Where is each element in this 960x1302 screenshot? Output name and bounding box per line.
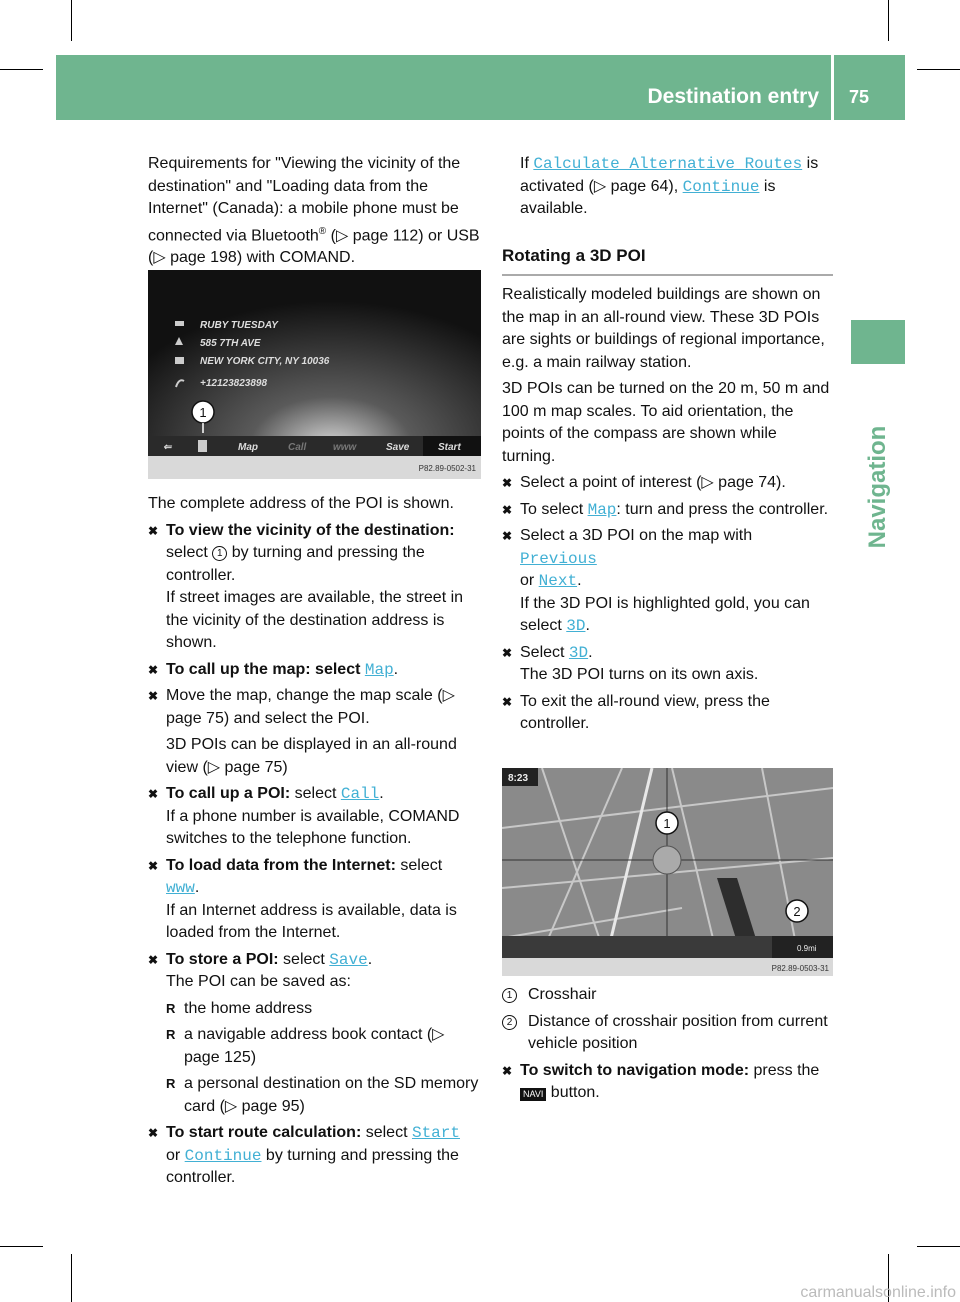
kw-call: Call	[340, 785, 380, 803]
step-view-vicinity: ✖ To view the vicinity of the destination: select 1 by turning and pressing the controller. If street images are available, the street in the vicinity of the destination address is shown.	[148, 520, 483, 655]
complete-address-text: The complete address of the POI is shown.	[148, 495, 454, 512]
legend-item-2: 2 Distance of crosshair position from current vehicle position	[502, 1011, 833, 1056]
left-column-steps	[148, 493, 483, 1194]
kw-continue: Continue	[682, 177, 760, 196]
kw-previous: Previous	[520, 549, 597, 568]
side-tab-label: Navigation	[864, 425, 891, 549]
info-icon	[198, 440, 207, 452]
step-load-internet: ✖ To load data from the Internet: select www. If an Internet address is available, data is loaded from the Internet.	[148, 855, 483, 945]
kw-start: Start	[411, 1124, 460, 1142]
car-icon	[175, 321, 184, 326]
step-select-3d-poi: ✖ Select a 3D POI on the map with Previous or Next. If the 3D POI is highlighted gold, you can select 3D.	[502, 525, 833, 638]
kw-www: www	[166, 879, 195, 897]
step-exit-view: ✖ To exit the all-round view, press the controller.	[502, 691, 833, 736]
right-column	[502, 153, 833, 806]
crop-mark	[0, 1246, 43, 1247]
step-navigation-mode: ✖ To switch to navigation mode: press the NAVI button.	[502, 1060, 833, 1105]
poi-screenshot	[148, 270, 481, 479]
step-start-route: ✖ To start route calculation: select Start or Continue by turning and pressing the controller.	[148, 1122, 483, 1190]
crop-mark	[888, 0, 889, 41]
svg-text:1: 1	[199, 405, 207, 420]
kw-next: Next	[538, 572, 578, 590]
watermark: carmanualsonline.info	[800, 1284, 956, 1301]
rotating-paragraph-1: Realistically modeled buildings are shown on the map in an all-round view. These 3D POIs are sights or buildings of regional importance, e.g. a main railway station.	[502, 286, 825, 371]
menu-map: Map	[238, 442, 258, 453]
step-call-poi: ✖ To call up a POI: select Call. If a phone number is available, COMAND switches to the telephone function.	[148, 783, 483, 851]
alt-routes-paragraph: If Calculate Alternative Routes is activated (▷ page 64), Continue is available.	[520, 155, 819, 217]
list-item: R a personal destination on the SD memory card (▷ page 95)	[166, 1073, 483, 1118]
map-screenshot	[502, 768, 833, 976]
list-item: R the home address	[166, 998, 483, 1021]
page-number: 75	[849, 87, 870, 107]
image-code: P82.89-0503-31	[771, 964, 829, 973]
image-code: P82.89-0502-31	[418, 464, 476, 473]
legend-item-1: 1 Crosshair	[502, 984, 833, 1007]
step-move-map: ✖ Move the map, change the map scale (▷ page 75) and select the POI. 3D POIs can be displayed in an all-round view (▷ page 75)	[148, 685, 483, 779]
poi-phone: +12123823898	[200, 378, 268, 389]
rotating-paragraph-2: 3D POIs can be turned on the 20 m, 50 m and 100 m map scales. To aid orientation, the points of the compass are shown while turning.	[502, 380, 830, 465]
menu-call: Call	[288, 442, 307, 453]
map-time: 8:23	[508, 773, 529, 784]
kw-map: Map	[364, 660, 394, 679]
menu-save: Save	[386, 442, 410, 453]
side-tab-marker	[851, 320, 905, 364]
step-select-3d: ✖ Select 3D. The 3D POI turns on its own axis.	[502, 642, 833, 687]
map-scale: 0.9mi	[797, 944, 817, 953]
poi-address: 585 7TH AVE	[200, 338, 261, 349]
crosshair-icon	[653, 846, 681, 874]
header-separator	[831, 55, 834, 120]
crop-mark	[917, 69, 960, 70]
crop-mark	[0, 69, 43, 70]
menu-www: www	[333, 442, 357, 453]
header-title: Destination entry	[647, 85, 819, 108]
kw-continue: Continue	[184, 1146, 262, 1165]
back-icon: ⇐	[163, 442, 172, 453]
page-header	[56, 55, 905, 120]
step-select-poi: ✖ Select a point of interest (▷ page 74).	[502, 472, 833, 495]
poi-name: RUBY TUESDAY	[200, 320, 278, 331]
step-call-map: ✖ To call up the map: select Map.	[148, 659, 483, 682]
city-icon	[175, 357, 184, 364]
kw-3d: 3D	[568, 643, 589, 662]
crop-mark	[71, 0, 72, 41]
menu-start: Start	[438, 442, 461, 453]
right-column-legend	[502, 984, 833, 1109]
crop-mark	[71, 1254, 72, 1302]
poi-city: NEW YORK CITY, NY 10036	[200, 356, 330, 367]
section-heading-rotating: Rotating a 3D POI	[502, 245, 833, 277]
list-item: R a navigable address book contact (▷ page 125)	[166, 1024, 483, 1069]
callout-1-icon: 1	[212, 546, 227, 561]
side-tab	[851, 372, 905, 602]
intro-paragraph: Requirements for "Viewing the vicinity of the destination" and "Loading data from the Internet" (Canada): a mobile phone must be connected via Bluetooth® (▷ page 112) or USB (▷ page 198) with COMAND.	[148, 155, 480, 267]
left-column	[148, 153, 483, 274]
crop-mark	[917, 1246, 960, 1247]
kw-save: Save	[329, 950, 368, 969]
step-store-poi: ✖ To store a POI: select Save. The POI can be saved as: R the home address R a navigable address book contact (▷ page 125) R a personal destination on the SD memory card (▷ page 95)	[148, 949, 483, 1119]
step-select-map: ✖ To select Map: turn and press the controller.	[502, 499, 833, 522]
kw-map: Map	[587, 500, 617, 519]
kw-3d: 3D	[566, 617, 586, 635]
navi-button-icon: NAVI	[520, 1088, 546, 1101]
kw-calculate-alternative-routes: Calculate Alternative Routes	[533, 155, 803, 173]
svg-text:1: 1	[663, 816, 671, 831]
svg-text:2: 2	[793, 904, 801, 919]
